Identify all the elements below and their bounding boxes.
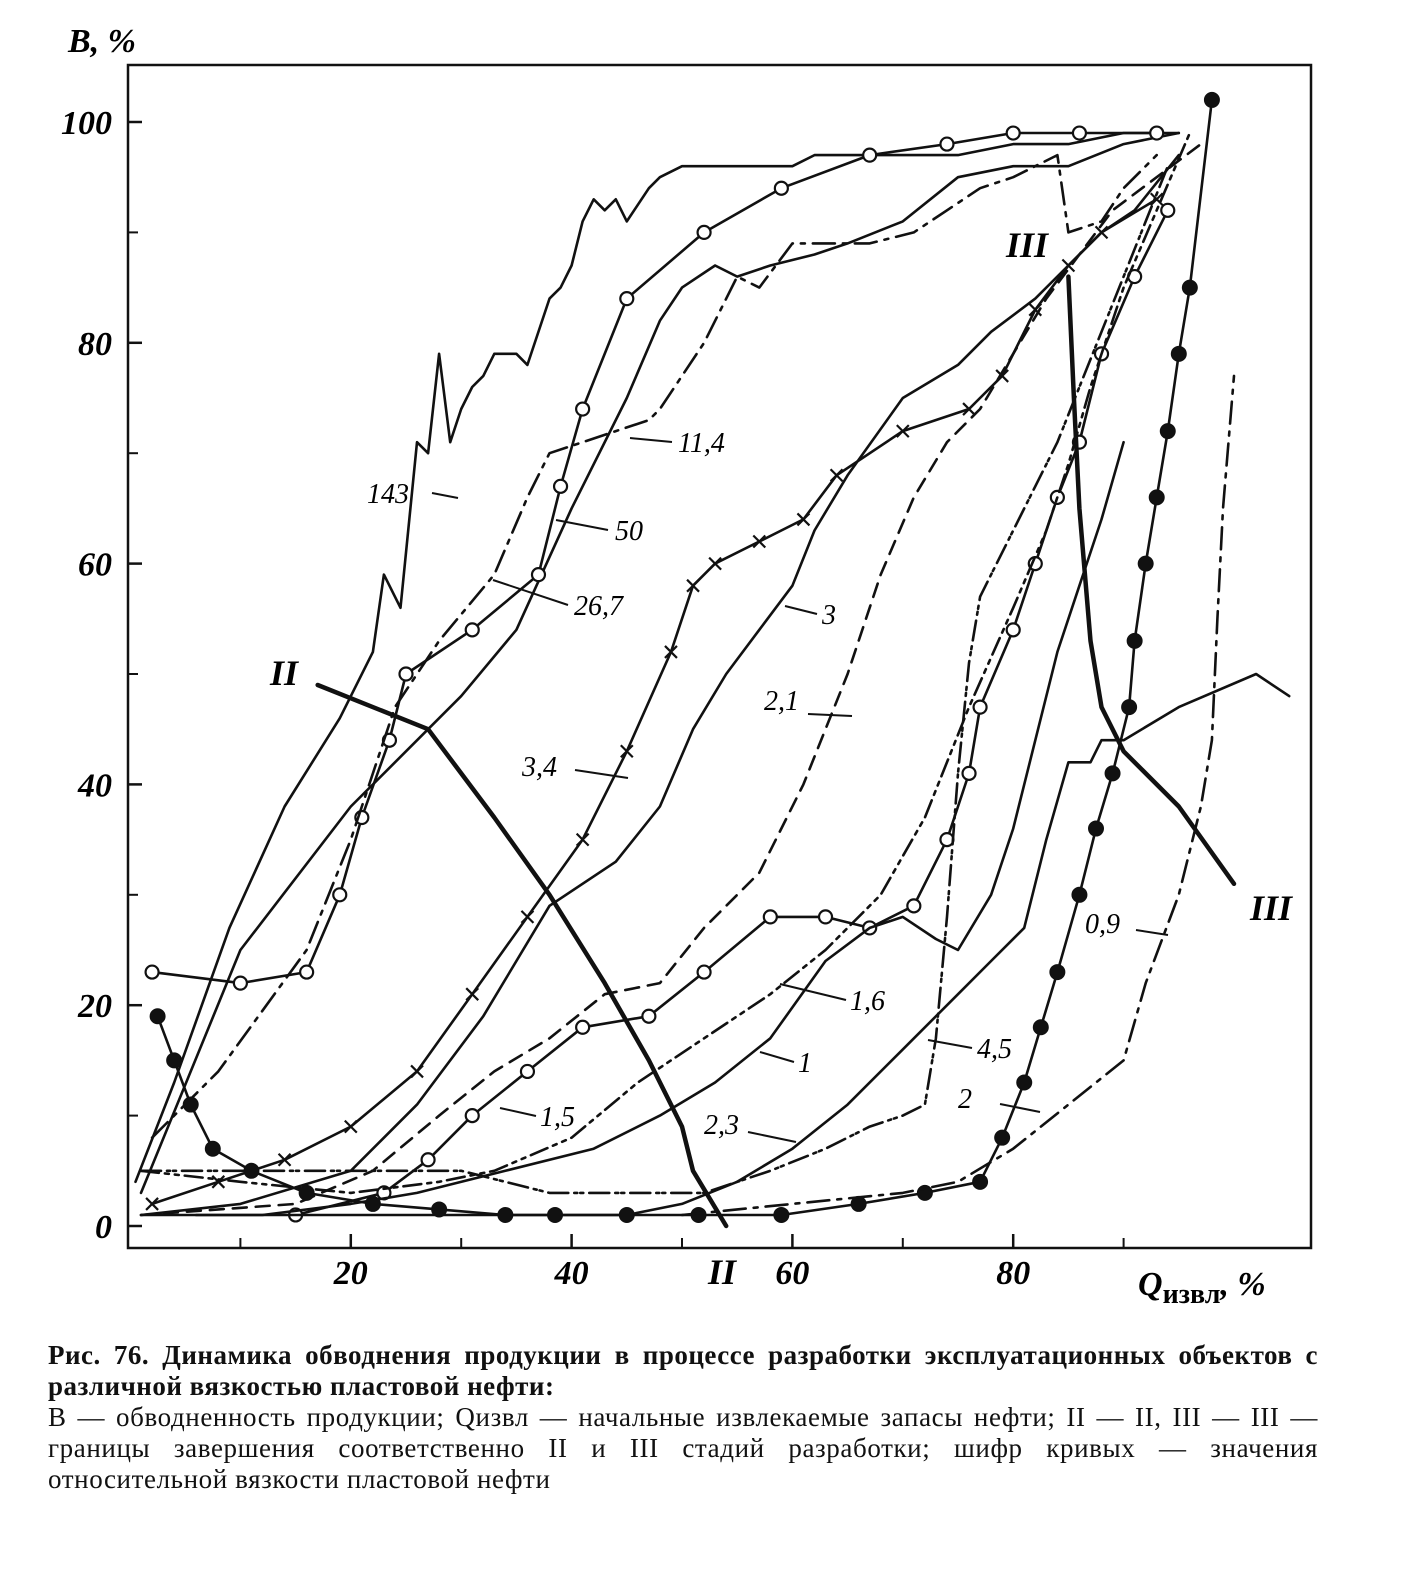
data-point xyxy=(775,182,788,195)
data-point xyxy=(819,910,832,923)
data-point xyxy=(498,1207,513,1222)
data-point xyxy=(548,1207,563,1222)
data-point xyxy=(940,138,953,151)
y-tick-label: 0 xyxy=(95,1209,112,1246)
series-line xyxy=(1068,277,1234,884)
data-point xyxy=(1122,700,1137,715)
curve-annotation: 11,4 xyxy=(678,428,725,459)
data-point xyxy=(521,1065,534,1078)
data-point xyxy=(698,226,711,239)
curve-annotation: III xyxy=(1006,225,1049,265)
data-point xyxy=(183,1097,198,1112)
data-point xyxy=(521,911,533,923)
data-point xyxy=(897,425,909,437)
data-point xyxy=(907,899,920,912)
data-point xyxy=(973,1174,988,1189)
data-point xyxy=(1007,623,1020,636)
data-point xyxy=(1182,280,1197,295)
y-tick-label: 20 xyxy=(78,988,112,1026)
y-axis-label: B, % xyxy=(68,23,136,60)
annotation-leader xyxy=(780,984,846,1000)
data-point xyxy=(753,536,765,548)
annotation-leader xyxy=(1136,930,1168,935)
annotation-leader xyxy=(432,493,458,498)
curve-annotation: 143 xyxy=(367,479,409,510)
data-point xyxy=(300,966,313,979)
data-point xyxy=(146,966,159,979)
annotation-leader xyxy=(748,1132,796,1142)
caption-title: Рис. 76. Динамика обводнения продукции в процессе разработки эксплуатационных объектов с различной вязкостью пластовой нефти: xyxy=(48,1340,1318,1401)
data-point xyxy=(205,1141,220,1156)
data-point xyxy=(709,558,721,570)
data-point xyxy=(576,403,589,416)
data-point xyxy=(146,1198,158,1210)
caption-body: B — обводненность продукции; Qизвл — начальные извлекаемые запасы нефти; II — II, III — III — границы завершения соответственно II и III стадий разработки; шифр кривых — значения относительной вязкости пластовой нефти xyxy=(48,1402,1318,1494)
data-point xyxy=(995,1130,1010,1145)
data-point xyxy=(1050,965,1065,980)
data-point xyxy=(345,1121,357,1133)
data-point xyxy=(698,966,711,979)
data-point xyxy=(1072,887,1087,902)
data-point xyxy=(466,988,478,1000)
curve-annotation: 1,6 xyxy=(850,986,885,1017)
series-line xyxy=(158,100,1212,1215)
data-point xyxy=(466,1109,479,1122)
data-point xyxy=(576,1021,589,1034)
data-point xyxy=(333,888,346,901)
data-point xyxy=(974,701,987,714)
curve-annotation: 1 xyxy=(798,1048,812,1079)
data-point xyxy=(642,1010,655,1023)
curve-annotation: 26,7 xyxy=(574,591,623,622)
curve-annotation: 2,1 xyxy=(764,686,799,717)
x-tick-label: 40 xyxy=(554,1255,589,1292)
data-point xyxy=(1017,1075,1032,1090)
data-point xyxy=(1150,127,1163,140)
data-point xyxy=(244,1163,259,1178)
x-tick-label: 20 xyxy=(333,1255,368,1292)
data-point xyxy=(1204,92,1219,107)
annotation-leader xyxy=(500,1108,536,1116)
series-line xyxy=(296,210,1168,1215)
data-point xyxy=(150,1009,165,1024)
data-point xyxy=(1127,633,1142,648)
data-point xyxy=(774,1207,789,1222)
curve-annotation: 2 xyxy=(958,1084,972,1115)
y-tick-label: 80 xyxy=(78,325,112,363)
data-point xyxy=(432,1202,447,1217)
curve-annotation: 1,5 xyxy=(540,1102,575,1133)
data-point xyxy=(1138,556,1153,571)
series-1 xyxy=(141,442,1124,1215)
data-point xyxy=(687,580,699,592)
data-point xyxy=(279,1154,291,1166)
series-line xyxy=(141,442,1124,1215)
curve-annotation: 4,5 xyxy=(977,1034,1012,1065)
data-point xyxy=(1105,766,1120,781)
curve-annotation: 50 xyxy=(615,516,643,547)
data-point xyxy=(554,480,567,493)
data-point xyxy=(299,1185,314,1200)
data-point xyxy=(963,767,976,780)
series-layer xyxy=(136,92,1290,1226)
data-point xyxy=(1073,127,1086,140)
data-point xyxy=(831,469,843,481)
data-point xyxy=(1161,204,1174,217)
data-point xyxy=(411,1065,423,1077)
x-tick-label: 60 xyxy=(775,1255,810,1292)
data-point xyxy=(422,1153,435,1166)
annotation-leader xyxy=(760,1052,794,1062)
x-extra-tick-label: II xyxy=(708,1252,737,1292)
data-point xyxy=(466,623,479,636)
data-point xyxy=(532,568,545,581)
figure-caption xyxy=(48,1340,1318,1495)
curve-annotation: II xyxy=(270,653,299,693)
data-point xyxy=(863,149,876,162)
data-point xyxy=(577,834,589,846)
data-point xyxy=(234,977,247,990)
data-point xyxy=(167,1053,182,1068)
series-III xyxy=(1068,277,1234,884)
curve-annotation: 3 xyxy=(822,600,836,631)
data-point xyxy=(619,1207,634,1222)
curve-annotation: III xyxy=(1250,888,1293,928)
annotation-leader xyxy=(630,438,672,442)
x-axis-label: $Q_{извл}$, % xyxy=(1138,1266,1266,1310)
y-tick-label: 100 xyxy=(61,105,112,142)
data-point xyxy=(1033,1020,1048,1035)
data-point xyxy=(1160,424,1175,439)
data-point xyxy=(797,513,809,525)
data-point xyxy=(764,910,777,923)
data-point xyxy=(621,745,633,757)
series-2 xyxy=(150,92,1219,1222)
annotation-leader xyxy=(1000,1104,1040,1112)
data-point xyxy=(1089,821,1104,836)
data-point xyxy=(1007,127,1020,140)
curve-annotation: 2,3 xyxy=(704,1110,739,1141)
data-point xyxy=(1171,346,1186,361)
annotation-leader xyxy=(808,714,852,716)
y-tick-label: 40 xyxy=(78,767,112,805)
data-point xyxy=(400,668,413,681)
annotation-layer xyxy=(269,225,1294,1142)
data-point xyxy=(1149,490,1164,505)
annotation-leader xyxy=(575,770,628,778)
data-point xyxy=(365,1196,380,1211)
data-point xyxy=(665,646,677,658)
x-tick-label: 80 xyxy=(996,1255,1031,1292)
data-point xyxy=(620,292,633,305)
y-tick-label: 60 xyxy=(78,546,112,584)
curve-annotation: 3,4 xyxy=(522,752,557,783)
curve-annotation: 0,9 xyxy=(1085,909,1120,940)
annotation-leader xyxy=(785,606,817,614)
